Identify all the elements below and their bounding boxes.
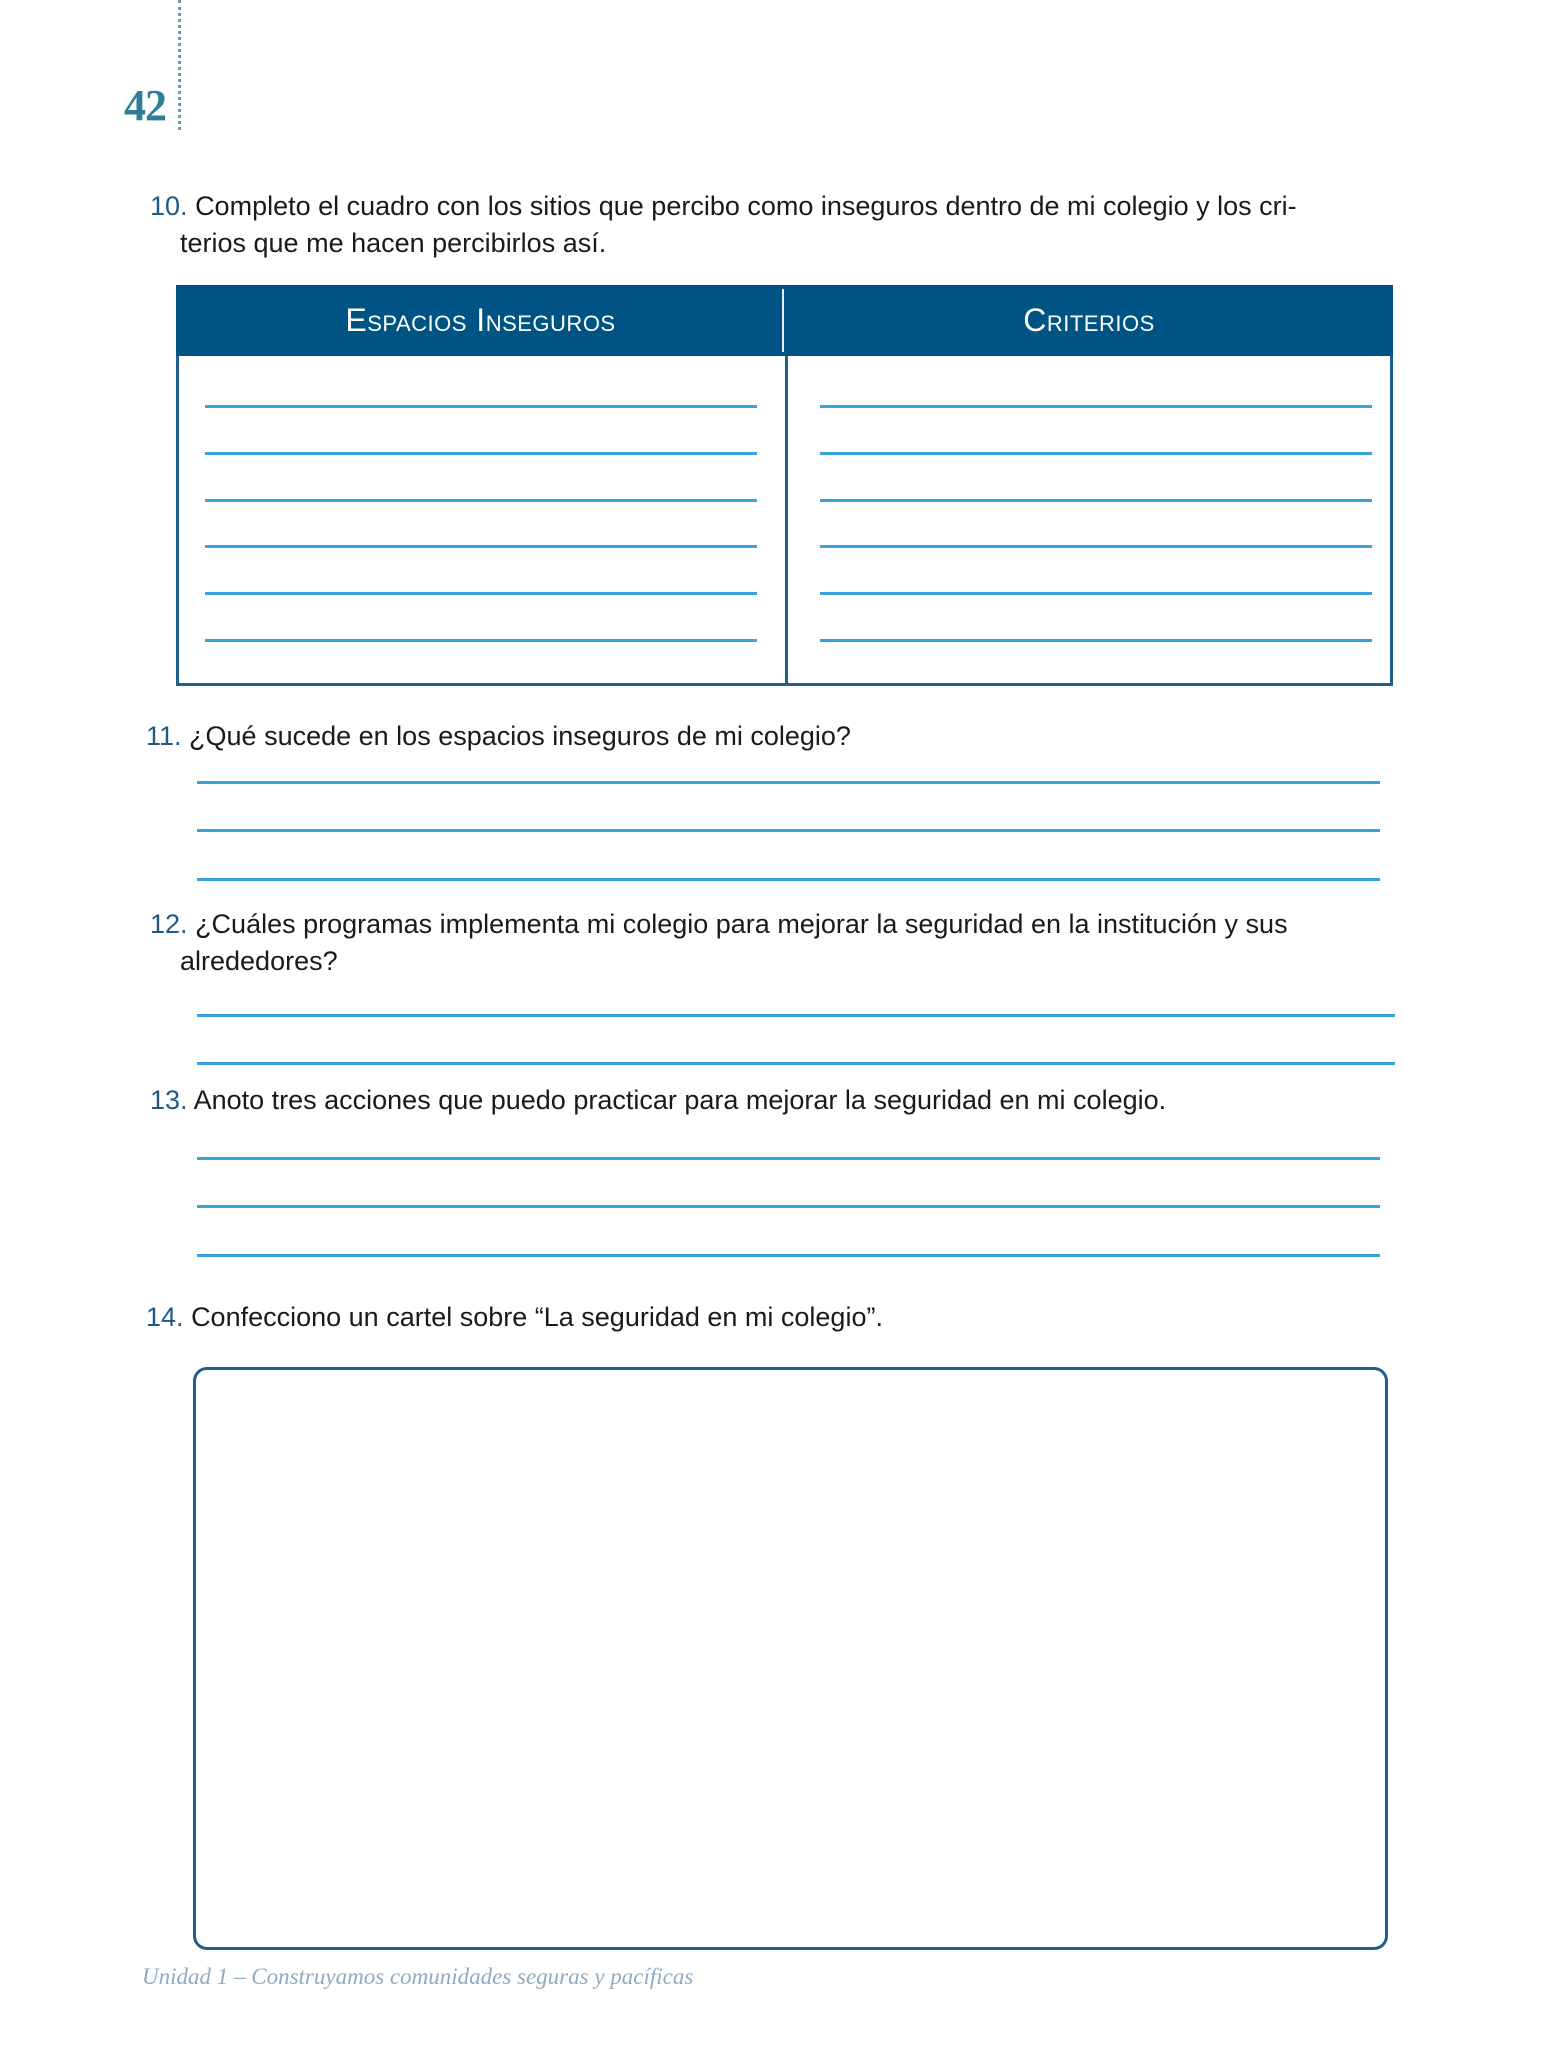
answer-line-q12-1[interactable] bbox=[197, 1014, 1395, 1017]
question-14 bbox=[146, 1299, 883, 1336]
question-text: Confecciono un cartel sobre “La seguridad en mi colegio”. bbox=[191, 1302, 883, 1332]
page-number: 42 bbox=[124, 81, 166, 130]
answer-line-espacios-1[interactable] bbox=[205, 405, 757, 408]
answer-line-criterios-2[interactable] bbox=[820, 452, 1372, 455]
answer-line-q11-3[interactable] bbox=[197, 878, 1380, 881]
answer-line-q13-2[interactable] bbox=[197, 1205, 1380, 1208]
answer-line-q11-1[interactable] bbox=[197, 781, 1380, 784]
answer-line-espacios-3[interactable] bbox=[205, 499, 757, 502]
question-11 bbox=[146, 718, 851, 755]
answer-line-q11-2[interactable] bbox=[197, 829, 1380, 832]
page-footer: Unidad 1 – Construyamos comunidades seguras y pacíficas bbox=[142, 1964, 694, 1989]
answer-line-espacios-2[interactable] bbox=[205, 452, 757, 455]
header-divider bbox=[782, 289, 784, 352]
answer-line-criterios-1[interactable] bbox=[820, 405, 1372, 408]
answer-line-criterios-6[interactable] bbox=[820, 639, 1372, 642]
unsafe-spaces-table bbox=[176, 285, 1393, 686]
question-10-line-2: terios que me hacen percibirlos así. bbox=[180, 228, 607, 258]
question-text: Anoto tres acciones que puedo practicar para mejorar la seguridad en mi colegio. bbox=[193, 1085, 1167, 1115]
question-12-line-1 bbox=[150, 906, 1393, 943]
table-header bbox=[176, 285, 1393, 356]
column-header-espacios-inseguros: Espacios Inseguros bbox=[345, 302, 616, 338]
column-divider bbox=[785, 356, 788, 683]
question-text: ¿Qué sucede en los espacios inseguros de mi colegio? bbox=[189, 721, 851, 751]
question-10-line-1 bbox=[150, 188, 1393, 225]
question-text: Completo el cuadro con los sitios que percibo como inseguros dentro de mi colegio y los cri- bbox=[195, 191, 1297, 221]
answer-line-criterios-5[interactable] bbox=[820, 592, 1372, 595]
column-header-criterios: Criterios bbox=[1023, 302, 1155, 338]
question-number: 10. bbox=[150, 191, 188, 221]
question-text: ¿Cuáles programas implementa mi colegio para mejorar la seguridad en la institución y sus bbox=[195, 909, 1288, 939]
question-13 bbox=[150, 1082, 1166, 1119]
answer-line-q13-1[interactable] bbox=[197, 1157, 1380, 1160]
dotted-margin-rule bbox=[178, 0, 181, 130]
answer-line-espacios-4[interactable] bbox=[205, 545, 757, 548]
answer-line-q12-2[interactable] bbox=[197, 1062, 1395, 1065]
question-number: 12. bbox=[150, 909, 188, 939]
answer-line-espacios-5[interactable] bbox=[205, 592, 757, 595]
question-12-line-2: alrededores? bbox=[180, 946, 338, 976]
question-number: 14. bbox=[146, 1302, 184, 1332]
poster-drawing-area[interactable] bbox=[193, 1367, 1388, 1950]
answer-line-criterios-3[interactable] bbox=[820, 499, 1372, 502]
answer-line-espacios-6[interactable] bbox=[205, 639, 757, 642]
answer-line-q13-3[interactable] bbox=[197, 1254, 1380, 1257]
answer-line-criterios-4[interactable] bbox=[820, 545, 1372, 548]
question-number: 11. bbox=[146, 721, 182, 751]
question-number: 13. bbox=[150, 1085, 188, 1115]
